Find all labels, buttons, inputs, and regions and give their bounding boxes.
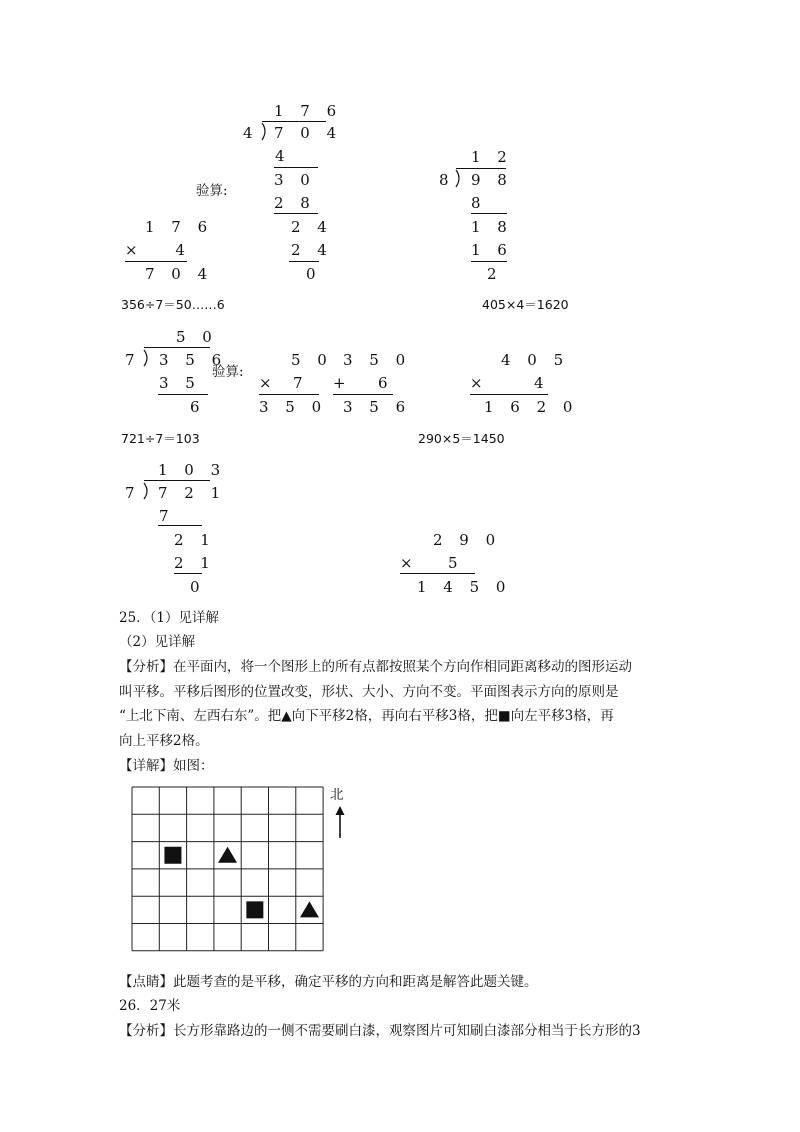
check-label: 验算: — [212, 364, 244, 380]
q25-analysis-line: 向上平移2格。 — [119, 733, 209, 749]
calc3-mul-result: 3 5 0 — [259, 398, 328, 416]
calc3-add-b: 6 — [378, 374, 394, 392]
q25-comment: 【点睛】此题考查的是平移，确定平移的方向和距离是解答此题关键。 — [119, 974, 538, 990]
calc1-quotient: 1 7 6 — [274, 102, 343, 120]
calc5-divisor: 7 — [125, 484, 141, 502]
equation-290-times-5: 290×5＝1450 — [418, 431, 505, 446]
triangle-shape — [300, 901, 319, 917]
check-label: 验算: — [196, 183, 228, 199]
calc2-quotient: 1 2 — [471, 148, 513, 166]
calc5-step: 2 1 — [174, 531, 216, 549]
calc3-add-op: + — [333, 374, 352, 392]
calc6-result: 1 4 5 0 — [417, 578, 512, 596]
calc2-dividend: 9 8 — [471, 171, 513, 189]
calc5-dividend: 7 2 1 — [158, 484, 227, 502]
calc1-check-b: × 4 — [125, 241, 191, 259]
calc1-divisor: 4 — [243, 124, 259, 142]
calc1-step: 3 0 — [274, 171, 316, 189]
calc5-step: 2 1 — [174, 554, 216, 572]
calc2-step: 2 — [487, 265, 503, 283]
calc4-a: 4 0 5 — [501, 351, 570, 369]
calc5-quotient: 1 0 3 — [158, 461, 227, 479]
q25-heading: 25．（1）见详解 — [119, 610, 220, 626]
calc3-step: 3 5 — [159, 374, 201, 392]
q26-analysis: 【分析】长方形靠路边的一侧不需要刷白漆，观察图片可知刷白漆部分相当于长方形的3 — [119, 1023, 641, 1039]
calc3-quotient: 5 0 — [176, 328, 218, 346]
calc3-dividend: 3 5 6 — [159, 351, 228, 369]
calc2-step: 8 — [471, 194, 487, 212]
square-shape — [164, 847, 181, 864]
calc1-step: 2 8 — [274, 194, 316, 212]
calc3-step: 6 — [190, 398, 206, 416]
grid-lines — [132, 787, 323, 951]
triangle-shape — [218, 847, 237, 863]
q25-detail: 【详解】如图： — [119, 758, 214, 774]
q25-analysis-line: 【分析】在平面内，将一个图形上的所有点都按照某个方向作相同距离移动的图形运动 — [119, 659, 632, 675]
calc2-step: 1 6 — [471, 241, 513, 259]
calc1-step: 0 — [306, 265, 322, 283]
calc3-add-a: 3 5 0 — [343, 351, 412, 369]
calc1-step: 4 — [275, 147, 291, 165]
calc3-mul-op: × — [259, 374, 278, 392]
calc3-add-result: 3 5 6 — [343, 398, 412, 416]
calc4-b: 4 — [534, 374, 550, 392]
equation-721-div-7: 721÷7＝103 — [121, 431, 200, 446]
calc3-divisor: 7 — [125, 351, 141, 369]
calc2-divisor: 8 — [439, 171, 455, 189]
calc1-step: 2 4 — [291, 241, 333, 259]
calc1-check-result: 7 0 4 — [145, 265, 214, 283]
calc5-step: 7 — [159, 507, 175, 525]
calc6-b: 5 — [448, 554, 464, 572]
calc3-mul-a: 5 0 — [291, 351, 333, 369]
calc2-step: 1 8 — [471, 218, 513, 236]
calc1-step: 2 4 — [291, 218, 333, 236]
calc5-step: 0 — [190, 578, 206, 596]
calc1-check-a: 1 7 6 — [145, 218, 214, 236]
calc4-op: × — [470, 374, 489, 392]
calc1-dividend: 7 0 4 — [274, 124, 343, 142]
north-arrow — [336, 806, 345, 838]
calc6-op: × — [400, 554, 419, 572]
q25-part2: （2）见详解 — [119, 634, 196, 650]
equation-356-div-7: 356÷7＝50……6 — [121, 297, 225, 312]
equation-405-times-4: 405×4＝1620 — [482, 297, 569, 312]
q26-heading: 26．27米 — [119, 998, 181, 1014]
north-label: 北 — [330, 787, 344, 803]
calc3-mul-b: 7 — [293, 374, 309, 392]
calc4-result: 1 6 2 0 — [484, 398, 579, 416]
calc6-a: 2 9 0 — [433, 531, 502, 549]
q25-analysis-line: “上北下南、左西右东”。把▲向下平移2格，再向右平移3格，把■向左平移3格，再 — [119, 708, 614, 724]
square-shape — [246, 901, 263, 918]
q25-analysis-line: 叫平移。平移后图形的位置改变，形状、大小、方向不变。平面图表示方向的原则是 — [119, 684, 619, 700]
